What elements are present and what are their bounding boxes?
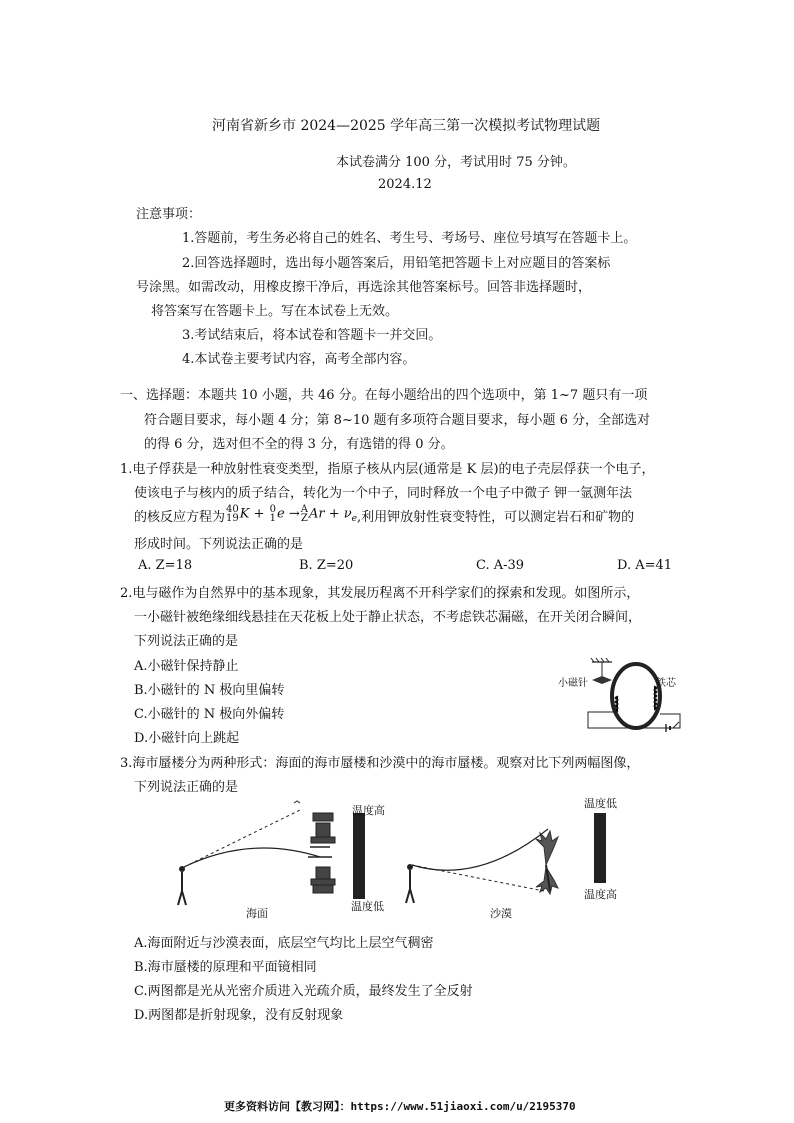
magnet-needle-label: 小磁针 [558,678,588,689]
note-item: 2.回答选择题时，选出每小题答案后，用铅笔把答题卡上对应题目的答案标 [182,256,611,271]
desert-temp-low-label: 温度低 [584,797,617,810]
q2-text: 2.电与磁作为自然界中的基本现象，其发展历程离不开科学家们的探索和发现。如图所示， [120,586,640,601]
q2-option-a: A.小磁针保持静止 [134,659,239,674]
note-item: 号涂黑。如需改动，用橡皮擦干净后，再选涂其他答案标号。回答非选择题时， [136,280,592,295]
q2-text: 下列说法正确的是 [134,634,239,649]
q1-text: 1.电子俘获是一种放射性衰变类型，指原子核从内层(通常是 K 层)的电子壳层俘获一个电子， [120,462,655,477]
iron-core-label: 铁芯 [656,678,676,689]
q2-text: 一小磁针被绝缘细线悬挂在天花板上处于静止状态，不考虑铁芯漏磁，在开关闭合瞬间， [134,610,642,625]
q3-text: 3.海市蜃楼分为两种形式：海面的海市蜃楼和沙漠中的海市蜃楼。观察对比下列两幅图像， [120,756,640,771]
note-item: 3.考试结束后，将本试卷和答题卡一并交回。 [182,328,442,343]
q3-option-d: D.两图都是折射现象，没有反射现象 [134,1008,344,1023]
q1-text: 使该电子与核内的质子结合，转化为一个中子，同时释放一个电子中微子 钾一氩测年法 [134,486,633,501]
q1-text: 形成时间。下列说法正确的是 [134,537,304,552]
q3-text: 下列说法正确的是 [134,780,239,795]
notes-heading: 注意事项： [136,207,202,222]
q2-option-c: C.小磁针的 N 极向外偏转 [134,707,285,722]
desert-caption: 沙漠 [490,907,512,920]
section-text: 的得 6 分，选对但不全的得 3 分，有选错的得 0 分。 [144,437,454,452]
q1-option-c: C. A-39 [476,558,525,573]
sea-temp-low-label: 温度低 [351,900,384,913]
q3-option-a: A.海面附近与沙漠表面，底层空气均比上层空气稠密 [134,936,434,951]
q1-formula-suffix: ,利用钾放射性衰变特性，可以测定岩石和矿物的 [356,509,635,525]
sea-temp-high-label: 温度高 [352,804,385,817]
q2-option-d: D.小磁针向上跳起 [134,731,240,746]
q1-option-b: B. Z=20 [299,558,354,573]
note-item: 1.答题前，考生务必将自己的姓名、考生号、考场号、座位号填写在答题卡上。 [182,231,637,246]
q1-option-a: A. Z=18 [138,558,193,573]
sea-caption: 海面 [246,907,268,920]
exam-subtitle: 本试卷满分 100 分，考试用时 75 分钟。 [336,155,576,170]
section-text: 符合题目要求，每小题 4 分；第 8~10 题有多项符合题目要求，每小题 6 分，全部选对 [144,413,651,428]
exam-title: 河南省新乡市 2024—2025 学年高三第一次模拟考试物理试题 [212,118,601,134]
q2-option-b: B.小磁针的 N 极向里偏转 [134,683,285,698]
q3-option-b: B.海市蜃楼的原理和平面镜相同 [134,960,317,975]
desert-temp-high-label: 温度高 [584,888,617,901]
section-heading: 一、选择题：本题共 10 小题，共 46 分。在每小题给出的四个选项中，第 1~7 题只有一项 [120,388,648,403]
q2-figure [548,656,688,736]
nuclear-equation: 40 19 K + 0 1 e → A Z $Ar + \nu_e$ [226,504,357,525]
q1-formula-prefix: 的核反应方程为 [134,509,226,525]
q1-formula-line [134,500,634,530]
footer-link[interactable]: 更多资料访问【教习网】：https://www.51jiaoxi.com/u/2195370 [224,1100,576,1113]
exam-date: 2024.12 [378,177,432,192]
q3-option-c: C.两图都是光从光密介质进入光疏介质，最终发生了全反射 [134,984,473,999]
q1-option-d: D. A=41 [617,558,673,573]
note-item: 4.本试卷主要考试内容，高考全部内容。 [182,352,416,367]
note-item: 将答案写在答题卡上。写在本试卷上无效。 [151,304,399,319]
